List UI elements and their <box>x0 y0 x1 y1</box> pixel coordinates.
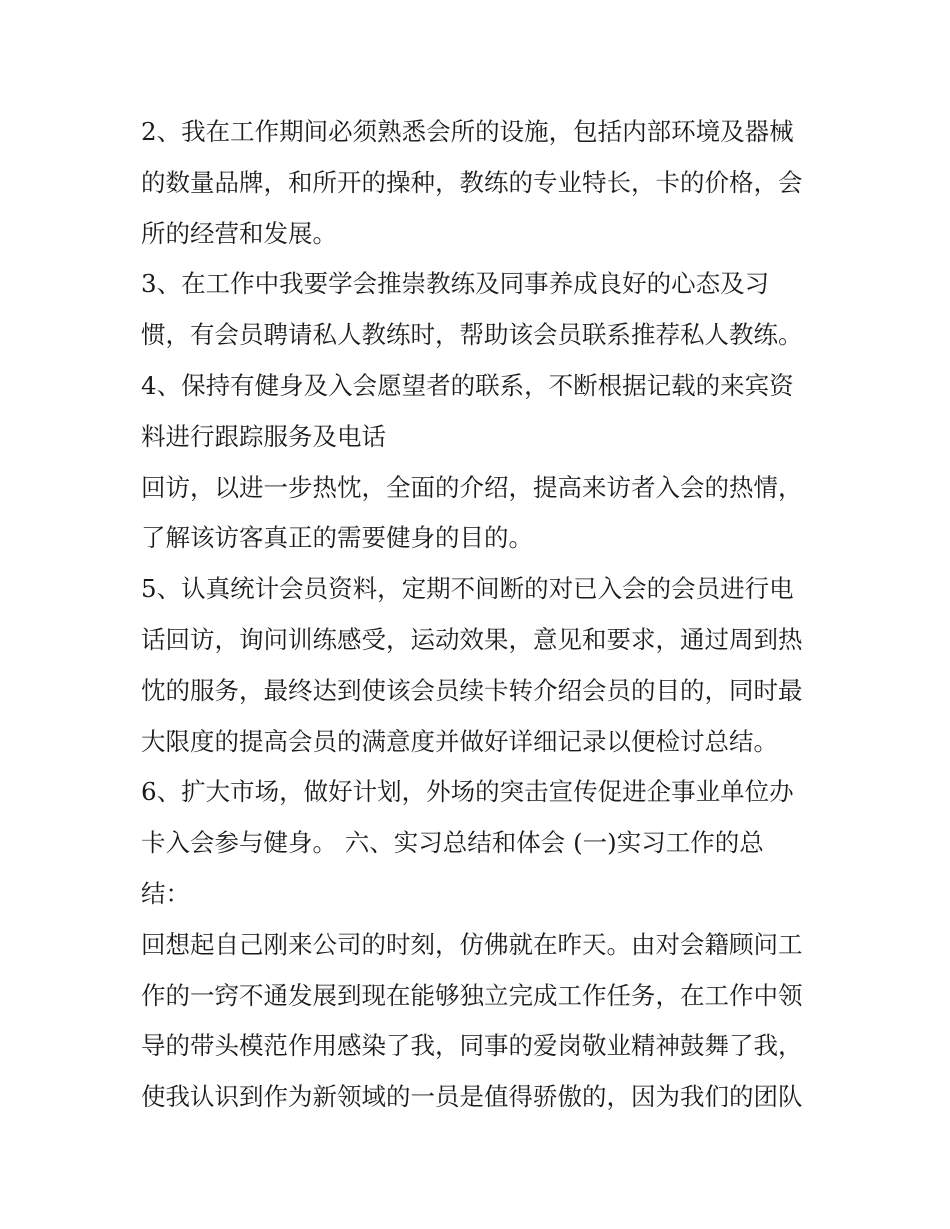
text-line: 所的经营和发展。 <box>141 218 337 248</box>
text-line: 4、保持有健身及入会愿望者的联系，不断根据记载的来宾资 <box>141 370 794 400</box>
text-line: 的数量品牌，和所开的操种，教练的专业特长，卡的价格，会 <box>141 167 803 197</box>
text-line: 结： <box>141 878 190 908</box>
text-line: 5、认真统计会员资料，定期不间断的对已入会的会员进行电 <box>141 574 794 604</box>
text-line: 回想起自己刚来公司的时刻，仿佛就在昨天。由对会籍顾问工 <box>141 929 803 959</box>
text-line: 话回访，询问训练感受，运动效果，意见和要求，通过周到热 <box>141 624 803 654</box>
text-line: 回访，以进一步热忱，全面的介绍，提高来访者入会的热情， <box>141 472 803 502</box>
text-line: 导的带头模范作用感染了我，同事的爱岗敬业精神鼓舞了我， <box>141 1031 803 1061</box>
text-line: 惯，有会员聘请私人教练时，帮助该会员联系推荐私人教练。 <box>141 320 803 350</box>
body-text <box>141 107 821 1123</box>
text-line: 忱的服务，最终达到使该会员续卡转介绍会员的目的，同时最 <box>141 675 803 705</box>
text-line: 大限度的提高会员的满意度并做好详细记录以便检讨总结。 <box>141 726 778 756</box>
text-line: 6、扩大市场，做好计划，外场的突击宣传促进企事业单位办 <box>141 777 794 807</box>
text-line: 3、在工作中我要学会推崇教练及同事养成良好的心态及习 <box>141 269 770 299</box>
text-line: 了解该访客真正的需要健身的目的。 <box>141 523 533 553</box>
text-line: 使我认识到作为新领域的一员是值得骄傲的，因为我们的团队 <box>141 1082 803 1112</box>
text-line: 2、我在工作期间必须熟悉会所的设施，包括内部环境及器械 <box>141 117 794 146</box>
text-line: 作的一窍不通发展到现在能够独立完成工作任务，在工作中领 <box>141 980 803 1010</box>
text-line: 料进行跟踪服务及电话 <box>141 421 386 451</box>
text-line: 卡入会参与健身。 六、实习总结和体会 (一)实习工作的总 <box>141 828 764 858</box>
